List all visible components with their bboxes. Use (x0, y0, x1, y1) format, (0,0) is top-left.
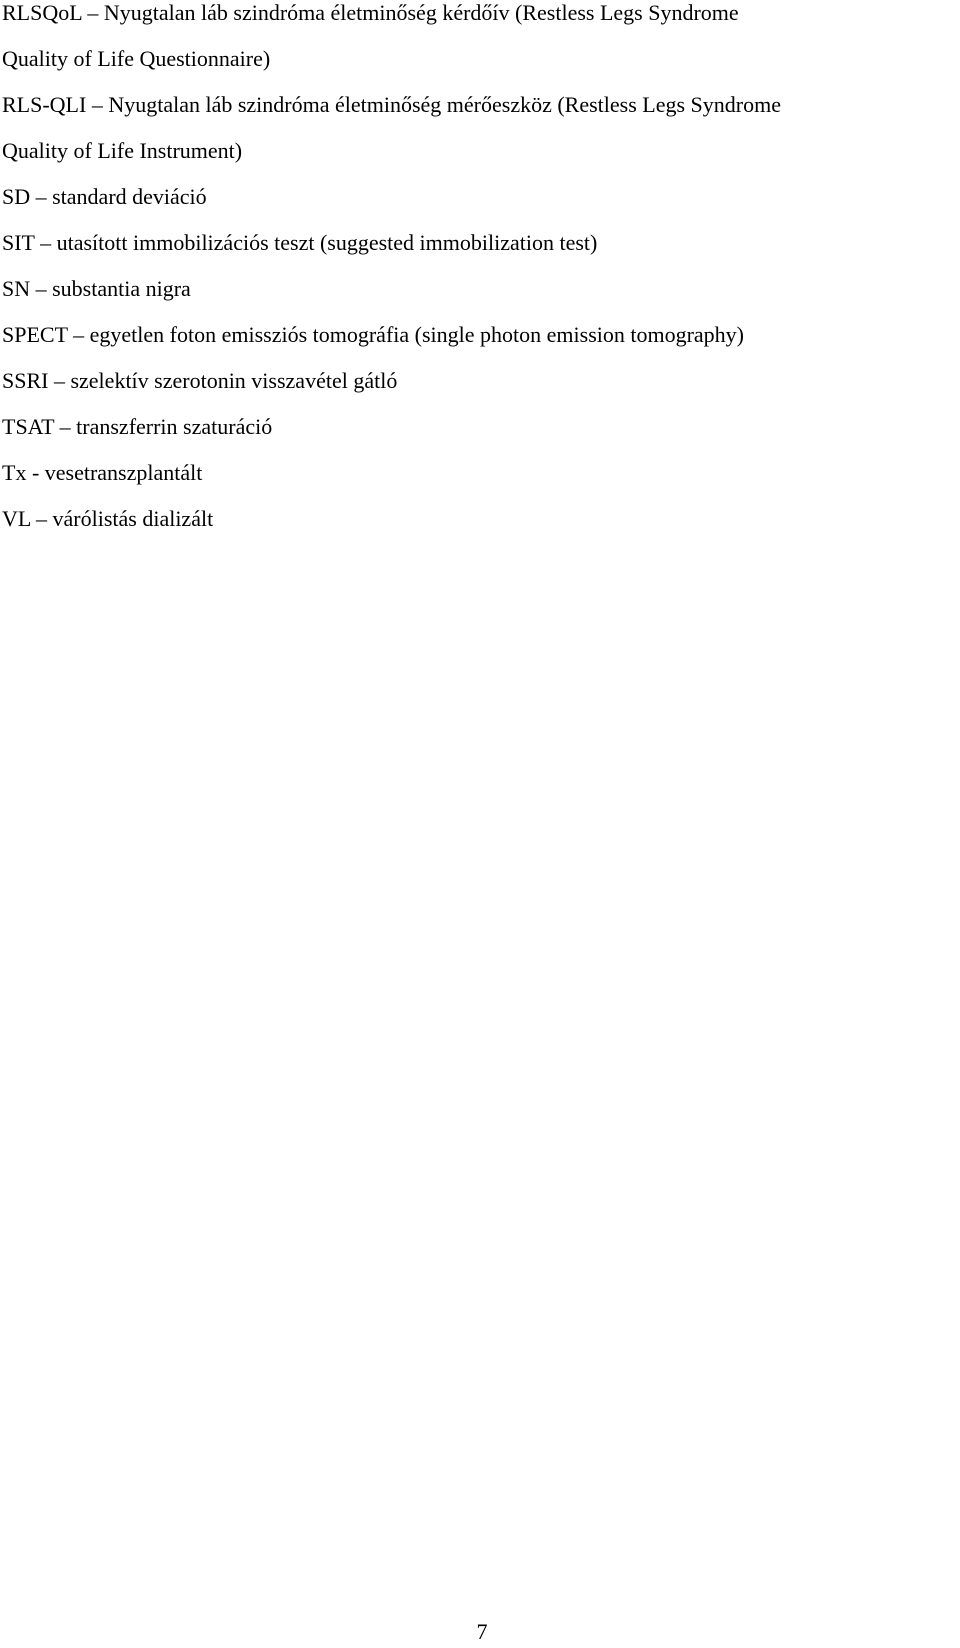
page-number-text: 7 (476, 1619, 488, 1644)
page-number (0, 1619, 960, 1645)
abbreviation-entry-sd: SD – standard deviáció (2, 184, 207, 209)
abbreviation-entry-rls-qli: RLS-QLI – Nyugtalan láb szindróma életminőség mérőeszköz (Restless Legs Syndrome (2, 92, 781, 117)
abbreviation-entry-sn: SN – substantia nigra (2, 276, 191, 301)
abbreviation-entry-vl: VL – várólistás dializált (2, 506, 214, 531)
abbreviation-entry-tsat: TSAT – transzferrin szaturáció (2, 414, 273, 439)
abbreviation-entry-ssri: SSRI – szelektív szerotonin visszavétel gátló (2, 368, 398, 393)
abbreviation-entry-rlsqol: RLSQoL – Nyugtalan láb szindróma életminőség kérdőív (Restless Legs Syndrome (2, 0, 739, 25)
abbreviation-entry-spect: SPECT – egyetlen foton emissziós tomográfia (single photon emission tomography) (2, 322, 745, 347)
abbreviation-entry-sit: SIT – utasított immobilizációs teszt (suggested immobilization test) (2, 230, 598, 255)
abbreviation-entry-rlsqol-continued: Quality of Life Questionnaire) (2, 46, 271, 71)
abbreviation-list (2, 0, 952, 542)
abbreviation-entry-rls-qli-continued: Quality of Life Instrument) (2, 138, 243, 163)
abbreviation-entry-tx: Tx - vesetranszplantált (2, 460, 203, 485)
